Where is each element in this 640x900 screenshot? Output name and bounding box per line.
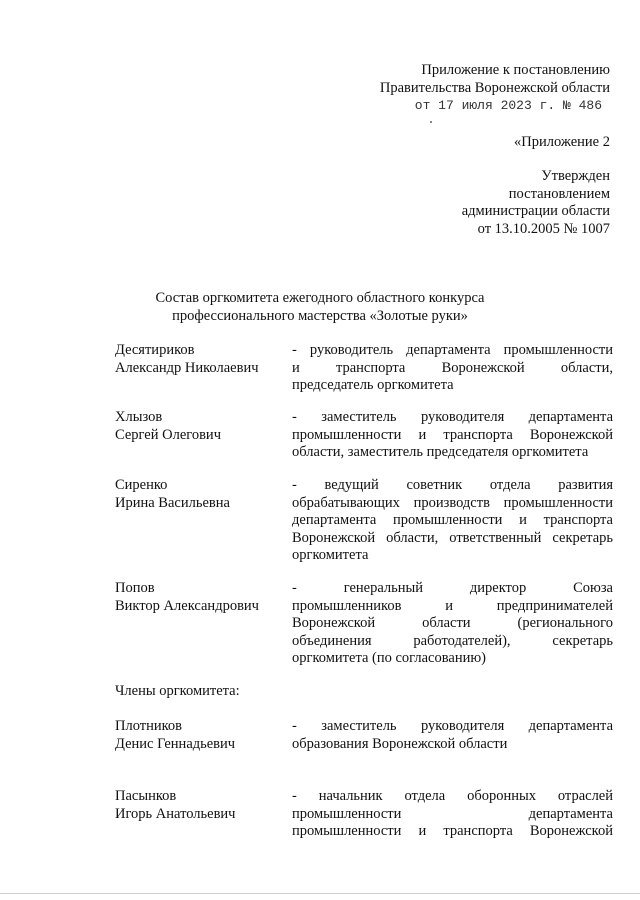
member-role (292, 788, 613, 841)
scan-speck (430, 121, 432, 123)
member-surname: Десятириков (115, 342, 195, 358)
approval-block (462, 168, 610, 238)
approved-authority: администрации области (461, 203, 610, 219)
document-title (0, 290, 640, 325)
member-surname: Плотников (115, 718, 183, 734)
member-role (292, 580, 613, 668)
approved-date: от 13.10.2005 № 1007 (477, 220, 610, 237)
role-line: оргкомитета (292, 547, 369, 563)
member-given-names: Игорь Анатольевич (115, 805, 236, 822)
header-line-1: Приложение к постановлению (421, 62, 610, 78)
member-name (115, 788, 285, 823)
member-surname: Попов (115, 580, 155, 596)
title-line-1: Состав оргкомитета ежегодного областного конкурса (155, 290, 485, 306)
role-line: области, заместитель председателя оргкомитета (292, 444, 589, 460)
role-line: образования Воронежской области (292, 735, 508, 752)
role-line: объединения работодателей), секретарь (292, 632, 613, 649)
member-given-names: Сергей Олегович (115, 426, 221, 443)
role-line: и транспорта Воронежской области, (292, 359, 613, 376)
header-line-3: от 17 июля 2023 г. № 486 (414, 98, 602, 113)
role-line: - генеральный директор Союза (292, 580, 613, 596)
role-line: - заместитель руководителя департамента (292, 718, 613, 734)
member-given-names: Александр Николаевич (115, 359, 259, 376)
member-given-names: Виктор Александрович (115, 597, 259, 614)
role-line: - руководитель департамента промышленности (292, 342, 613, 358)
member-surname: Хлызов (115, 409, 163, 425)
member-given-names: Денис Геннадьевич (115, 735, 236, 752)
role-line: промышленности и транспорта Воронежской (292, 426, 613, 443)
role-line: промышленности департамента (292, 805, 613, 822)
header-line-2: Правительства Воронежской области (379, 79, 610, 96)
role-line: - начальник отдела оборонных отраслей (292, 788, 613, 804)
title-line-2: профессионального мастерства «Золотые руки» (172, 307, 468, 324)
member-surname: Пасынков (115, 788, 177, 804)
member-given-names: Ирина Васильевна (115, 494, 230, 511)
role-line: - ведущий советник отдела развития (292, 477, 613, 493)
role-line: председатель оргкомитета (292, 377, 454, 393)
role-line: промышленников и предпринимателей (292, 597, 613, 614)
role-line: оргкомитета (по согласованию) (292, 650, 487, 666)
role-line: промышленности и транспорта Воронежской (292, 823, 613, 839)
member-role (292, 409, 613, 462)
scan-edge-line (0, 893, 640, 894)
role-line: Воронежской области (регионального (292, 615, 613, 631)
member-surname: Сиренко (115, 477, 168, 493)
approved-by: постановлением (508, 185, 610, 202)
role-line: департамента промышленности и транспорта (292, 512, 613, 528)
member-name (115, 342, 285, 377)
appendix-label: «Приложение 2 (514, 134, 610, 150)
approved-label: Утвержден (541, 168, 610, 184)
member-role (292, 342, 613, 395)
role-line: обрабатывающих производств промышленности (292, 494, 613, 511)
member-name (115, 409, 285, 444)
member-name (115, 477, 285, 512)
member-name (115, 718, 285, 753)
member-role (292, 477, 613, 565)
role-line: - заместитель руководителя департамента (292, 409, 613, 425)
resolution-header (380, 62, 610, 115)
members-heading: Члены оргкомитета: (115, 683, 240, 699)
member-role (292, 718, 613, 753)
role-line: Воронежской области, ответственный секретарь (292, 529, 613, 546)
member-name (115, 580, 285, 615)
